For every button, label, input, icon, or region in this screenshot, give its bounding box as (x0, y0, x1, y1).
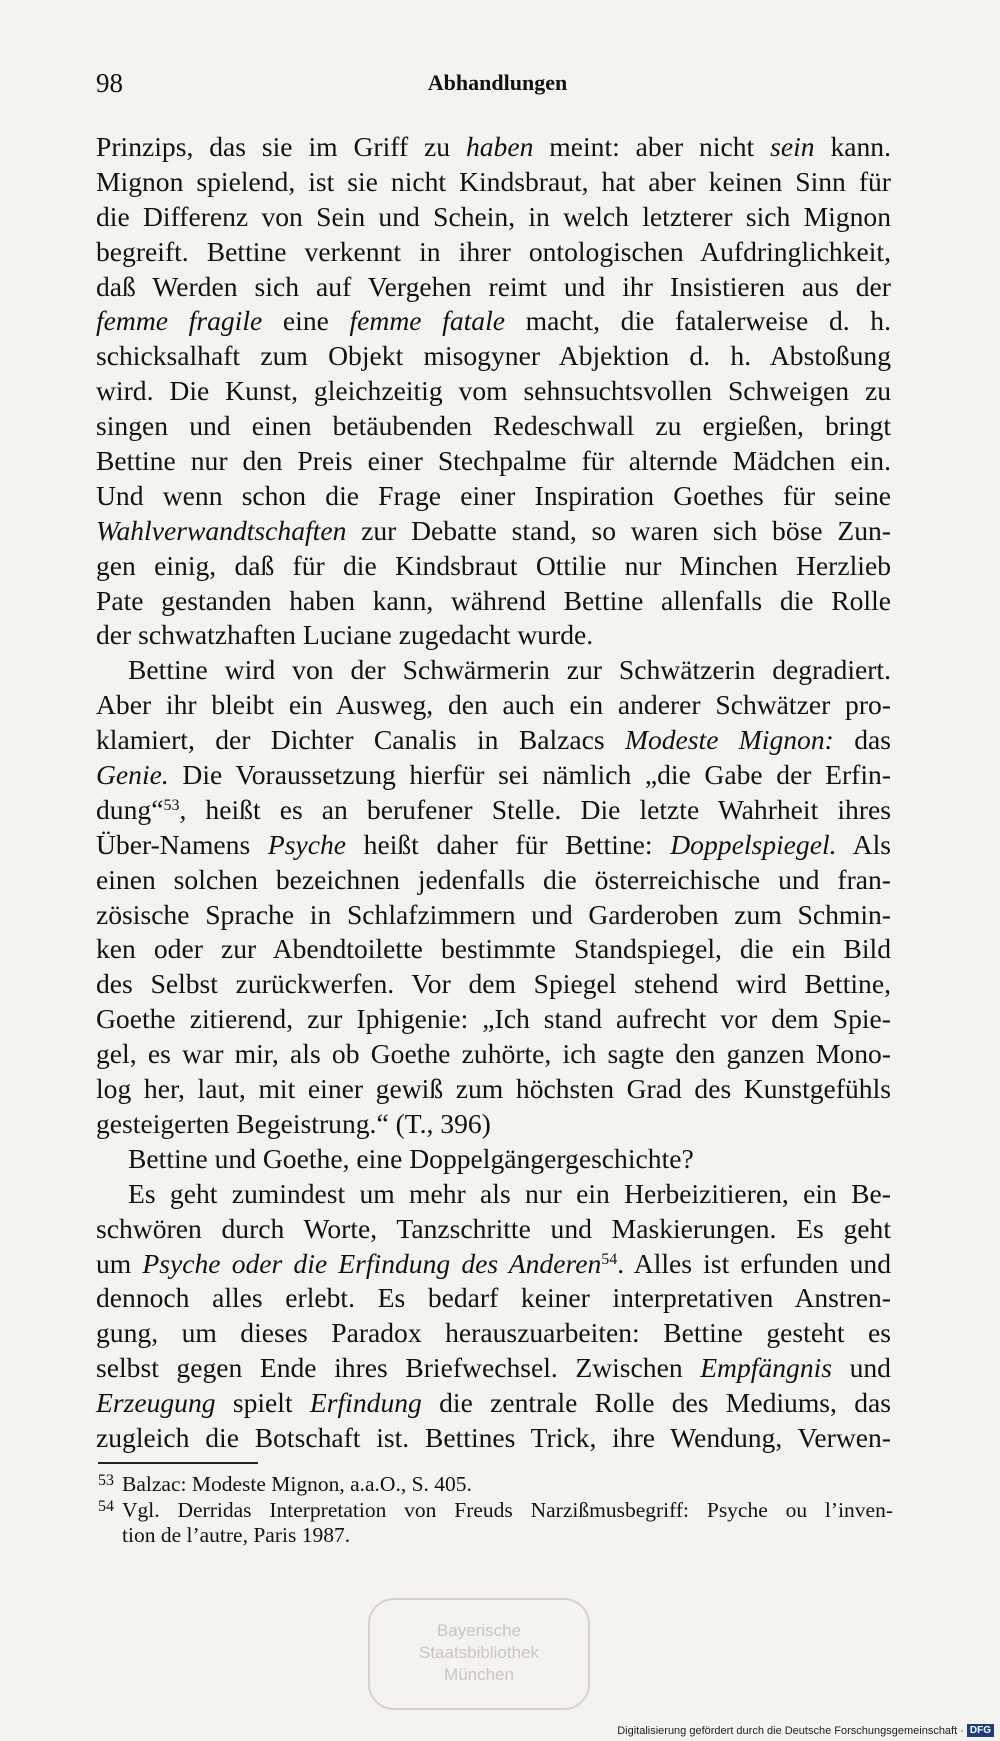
text-line: log her, laut, mit einer gewiß zum höchsten Grad des Kunstgefühls (96, 1073, 891, 1105)
funding-text: Digitalisierung gefördert durch die Deutsche Forschungsgemeinschaft · (617, 1724, 964, 1737)
footnote-divider (98, 1462, 258, 1464)
footnotes (98, 1472, 893, 1549)
text-line: Prinzips, das sie im Griff zu haben meint: aber nicht sein kann. (96, 131, 891, 162)
library-stamp: Bayerische Staatsbibliothek München (368, 1598, 590, 1710)
text-line: die Differenz von Sein und Schein, in welch letzterer sich Mignon (96, 200, 891, 232)
text-line: gen einig, daß für die Kindsbraut Ottilie nur Minchen Herzlieb (96, 549, 891, 581)
text-line: schwören durch Worte, Tanzschritte und Maskierungen. Es geht (96, 1212, 891, 1244)
text-line: Genie. Die Voraussetzung hierfür sei nämlich „die Gabe der Erfin- (96, 759, 891, 791)
page-number: 98 (96, 68, 123, 98)
text-line: ken oder zur Abendtoilette bestimmte Standspiegel, die ein Bild (96, 933, 891, 965)
text-line: daß Werden sich auf Vergehen reimt und ihr Insistieren aus der (96, 270, 891, 302)
text-line: zösische Sprache in Schlafzimmern und Garderoben zum Schmin- (96, 898, 891, 930)
text-line: dennoch alles erlebt. Es bedarf keiner interpretativen Anstren- (96, 1282, 891, 1314)
text-line: Es geht zumindest um mehr als nur ein Herbeizitieren, ein Be- (128, 1177, 891, 1209)
running-head: Abhandlungen (427, 70, 568, 95)
text-line: Bettine und Goethe, eine Doppelgängergeschichte? (128, 1142, 694, 1174)
dfg-logo-icon: DFG (967, 1724, 994, 1737)
text-line: Und wenn schon die Frage einer Inspiration Goethes für seine (96, 479, 891, 511)
text-line: des Selbst zurückwerfen. Vor dem Spiegel stehend wird Bettine, (96, 968, 891, 1000)
text-line: singen und einen betäubenden Redeschwall zu ergießen, bringt (96, 410, 891, 442)
footnote-54: $^{54}$ Vgl. Derridas Interpretation von Freuds Narzißmusbegriff: Psyche ou l’inven- (98, 1497, 893, 1522)
footnote-53: $^{53}$ Balzac: Modeste Mignon, a.a.O., S. 405. (98, 1472, 472, 1496)
text-line: Bettine nur den Preis einer Stechpalme für alternde Mädchen ein. (96, 445, 891, 477)
text-line: begreift. Bettine verkennt in ihrer ontologischen Aufdringlichkeit, (96, 235, 891, 267)
text-line: Über-Namens Psyche heißt daher für Bettine: Doppelspiegel. Als (96, 828, 892, 860)
footnote-54-continuation: tion de l’autre, Paris 1987. (122, 1523, 351, 1547)
page-header (90, 68, 905, 104)
text-line: einen solchen bezeichnen jedenfalls die österreichische und fran- (96, 863, 891, 895)
footnote-ref-53: 53 (163, 796, 180, 814)
text-line: gung, um dieses Paradox herauszuarbeiten: Bettine gesteht es (96, 1317, 891, 1349)
text-line: der schwatzhaften Luciane zugedacht wurde. (96, 619, 594, 651)
text-line: zugleich die Botschaft ist. Bettines Trick, ihre Wendung, Verwen- (96, 1421, 891, 1453)
text-line: femme fragile eine femme fatale macht, die fatalerweise d. h. (96, 305, 891, 337)
text-line: Bettine wird von der Schwärmerin zur Schwätzerin degradiert. (128, 654, 891, 686)
text-line: Wahlverwandtschaften zur Debatte stand, so waren sich böse Zun- (96, 514, 891, 546)
footnote-ref-54: 54 (601, 1250, 618, 1268)
text-line: selbst gegen Ende ihres Briefwechsel. Zwischen Empfängnis und (96, 1352, 891, 1384)
text-line: Pate gestanden haben kann, während Bettine allenfalls die Rolle (96, 584, 891, 616)
text-line: Goethe zitierend, zur Iphigenie: „Ich stand aufrecht vor dem Spie- (96, 1003, 891, 1035)
text-line: gel, es war mir, als ob Goethe zuhörte, ich sagte den ganzen Mono- (96, 1038, 891, 1070)
text-line: Aber ihr bleibt ein Ausweg, den auch ein anderer Schwätzer pro- (96, 689, 891, 721)
funding-notice (617, 1724, 994, 1737)
text-line: gesteigerten Begeistrung.“ (T., 396) (96, 1107, 491, 1139)
text-line: wird. Die Kunst, gleichzeitig vom sehnsuchtsvollen Schweigen zu (96, 375, 891, 407)
text-line: dung“$^{53}$, heißt es an berufener Stelle. Die letzte Wahrheit ihres (96, 793, 891, 825)
text-line: klamiert, der Dichter Canalis in Balzacs Modeste Mignon: das (96, 724, 891, 756)
text-line: Mignon spielend, ist sie nicht Kindsbraut, hat aber keinen Sinn für (96, 165, 891, 197)
text-line: schicksalhaft zum Objekt misogyner Abjektion d. h. Abstoßung (96, 340, 891, 372)
text-line: Erzeugung spielt Erfindung die zentrale Rolle des Mediums, das (96, 1387, 891, 1419)
main-text (96, 130, 891, 1456)
text-line: um Psyche oder die Erfindung des Anderen$^{54}$. Alles ist erfunden und (96, 1247, 891, 1279)
